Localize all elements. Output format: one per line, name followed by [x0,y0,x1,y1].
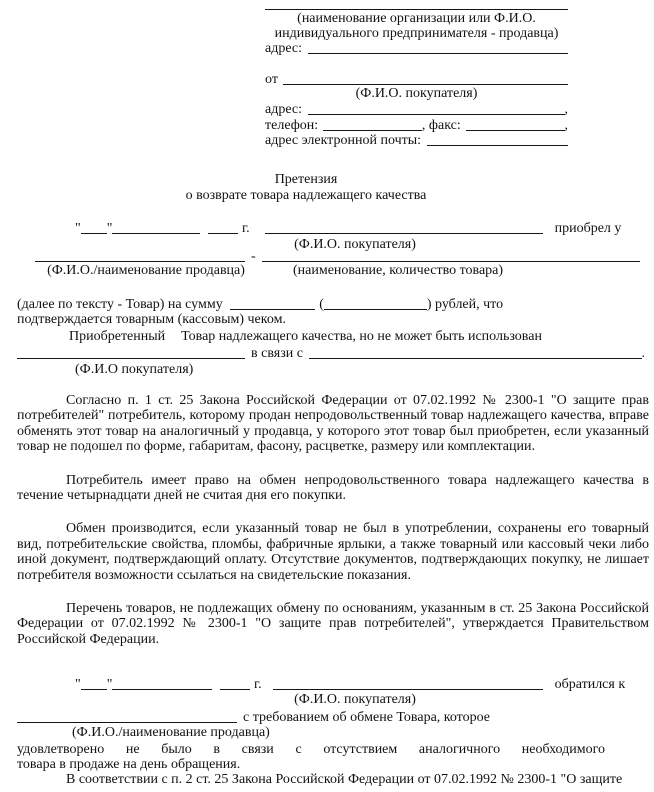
close-quote: " [106,677,113,692]
buyer-name-blank-top[interactable] [283,74,568,85]
buyer-address-blank[interactable] [308,104,564,115]
fax-blank[interactable] [466,120,565,131]
refusal-text [17,742,605,773]
purchased-from-text: приобрел у [554,221,622,236]
appeal-year-blank[interactable] [220,679,250,690]
buyer-fullname-blank[interactable] [265,223,543,234]
seller-name-blank[interactable] [265,9,568,10]
paragraph-goods-list: Перечень товаров, не подлежащих обмену по основаниям, указанным в ст. 25 Закона Российской Федерации от 07.02.1992 № 2300-1 "О защите прав потребителей", утверждается Правительством Российской Федерации. [17,601,649,647]
from-label: от [265,71,278,87]
period: . [641,346,645,362]
open-quote: " [75,221,81,236]
claim-subtitle: о возврате товара надлежащего качества [185,187,427,203]
seller-name-field-blank[interactable] [35,251,245,262]
seller-caption-line1: (наименование организации или Ф.И.О. [297,11,536,26]
phone-blank[interactable] [323,120,422,131]
sum-lead-text: (далее по тексту - Товар) на сумму [17,297,223,312]
purchase-day-blank[interactable] [81,223,107,234]
acquired-rest-text: Товар надлежащего качества, но не может быть использован [181,329,542,344]
seller-caption2: (Ф.И.О./наименование продавца) [72,725,270,741]
year-label: г. [253,677,262,692]
fax-label: , факс: [421,117,461,133]
comma: , [564,117,568,133]
seller-address-blank[interactable] [308,43,568,54]
buyer-caption3: (Ф.И.О. покупателя) [294,692,416,708]
demand-text: с требованием об обмене Товара, которое [243,709,491,725]
email-label: адрес электронной почты: [265,133,422,149]
year-label: г. [241,221,250,236]
refusal-line2: товара в продаже на день обращения. [17,757,241,773]
closing-paragraph: В соответствии с п. 2 ст. 25 Закона Российской Федерации от 07.02.1992 № 2300-1 "О защите [66,772,623,788]
sum-words-blank[interactable] [324,299,427,310]
appealed-to-text: обратился к [554,677,626,692]
seller-header-block [265,9,568,149]
open-paren: ( [319,297,324,312]
phone-label: телефон: [265,117,319,133]
buyer-caption2: (Ф.И.О покупателя) [75,361,194,377]
seller-name-blank2[interactable] [17,712,237,723]
reason-mid-text: в связи с [251,346,303,362]
sum-digits-blank[interactable] [230,299,315,310]
claim-title: Претензия [274,172,338,187]
refusal-line1: удовлетворено не было в связи с отсутствием аналогичного необходимого [17,741,605,757]
open-quote: " [75,677,81,692]
paragraph-law-exchange-right: Согласно п. 1 ст. 25 Закона Российской Федерации от 07.02.1992 № 2300-1 "О защите прав потребителей" потребитель, которому продан непродовольственный товар надлежащего качества, вправе обменять этот товар на аналогичный у продавца, у которого этот товар был приобретен, если указанный товар не подошел по форме, габаритам, фасону, расцветке, размеру или комплектации. [17,393,649,455]
purchase-year-blank[interactable] [208,223,238,234]
dash: - [251,249,256,264]
comma: , [564,101,568,117]
sum-tail-text: ) рублей, что [426,297,504,312]
email-blank[interactable] [427,135,568,146]
close-quote: " [106,221,113,236]
buyer-address-label: адрес: [265,101,303,117]
buyer-name-blank2[interactable] [17,348,245,359]
seller-caption: (Ф.И.О./наименование продавца) [47,263,245,278]
goods-caption: (наименование, количество товара) [293,263,504,278]
sum-line2-text: подтверждается товарным (кассовым) чеком. [17,312,286,328]
paragraph-fourteen-days: Потребитель имеет право на обмен непродовольственного товара надлежащего качества в течение четырнадцати дней не считая дня его покупки. [17,472,649,504]
paragraph-exchange-conditions: Обмен производится, если указанный товар не был в употреблении, сохранены его товарный вид, потребительские свойства, пломбы, фабричные ярлыки, а также товарный или кассовый чеки либо иной документ, подтверждающий оплату. Отсутствие документов, подтверждающих покупку, не лишает потребителя возможности ссылаться на свидетельские показания. [17,521,649,583]
buyer-caption-under-line: (Ф.И.О. покупателя) [294,237,416,252]
appeal-buyer-blank[interactable] [273,679,543,690]
appeal-month-blank[interactable] [112,679,212,690]
goods-name-blank[interactable] [262,251,640,262]
seller-caption-line2: индивидуального предпринимателя - продавца) [274,25,559,41]
acquired-word: Приобретенный [69,329,166,344]
buyer-name-caption: (Ф.И.О. покупателя) [355,86,478,102]
reason-blank[interactable] [309,348,642,359]
appeal-day-blank[interactable] [81,679,107,690]
seller-address-label: адрес: [265,41,303,57]
purchase-month-blank[interactable] [112,223,200,234]
